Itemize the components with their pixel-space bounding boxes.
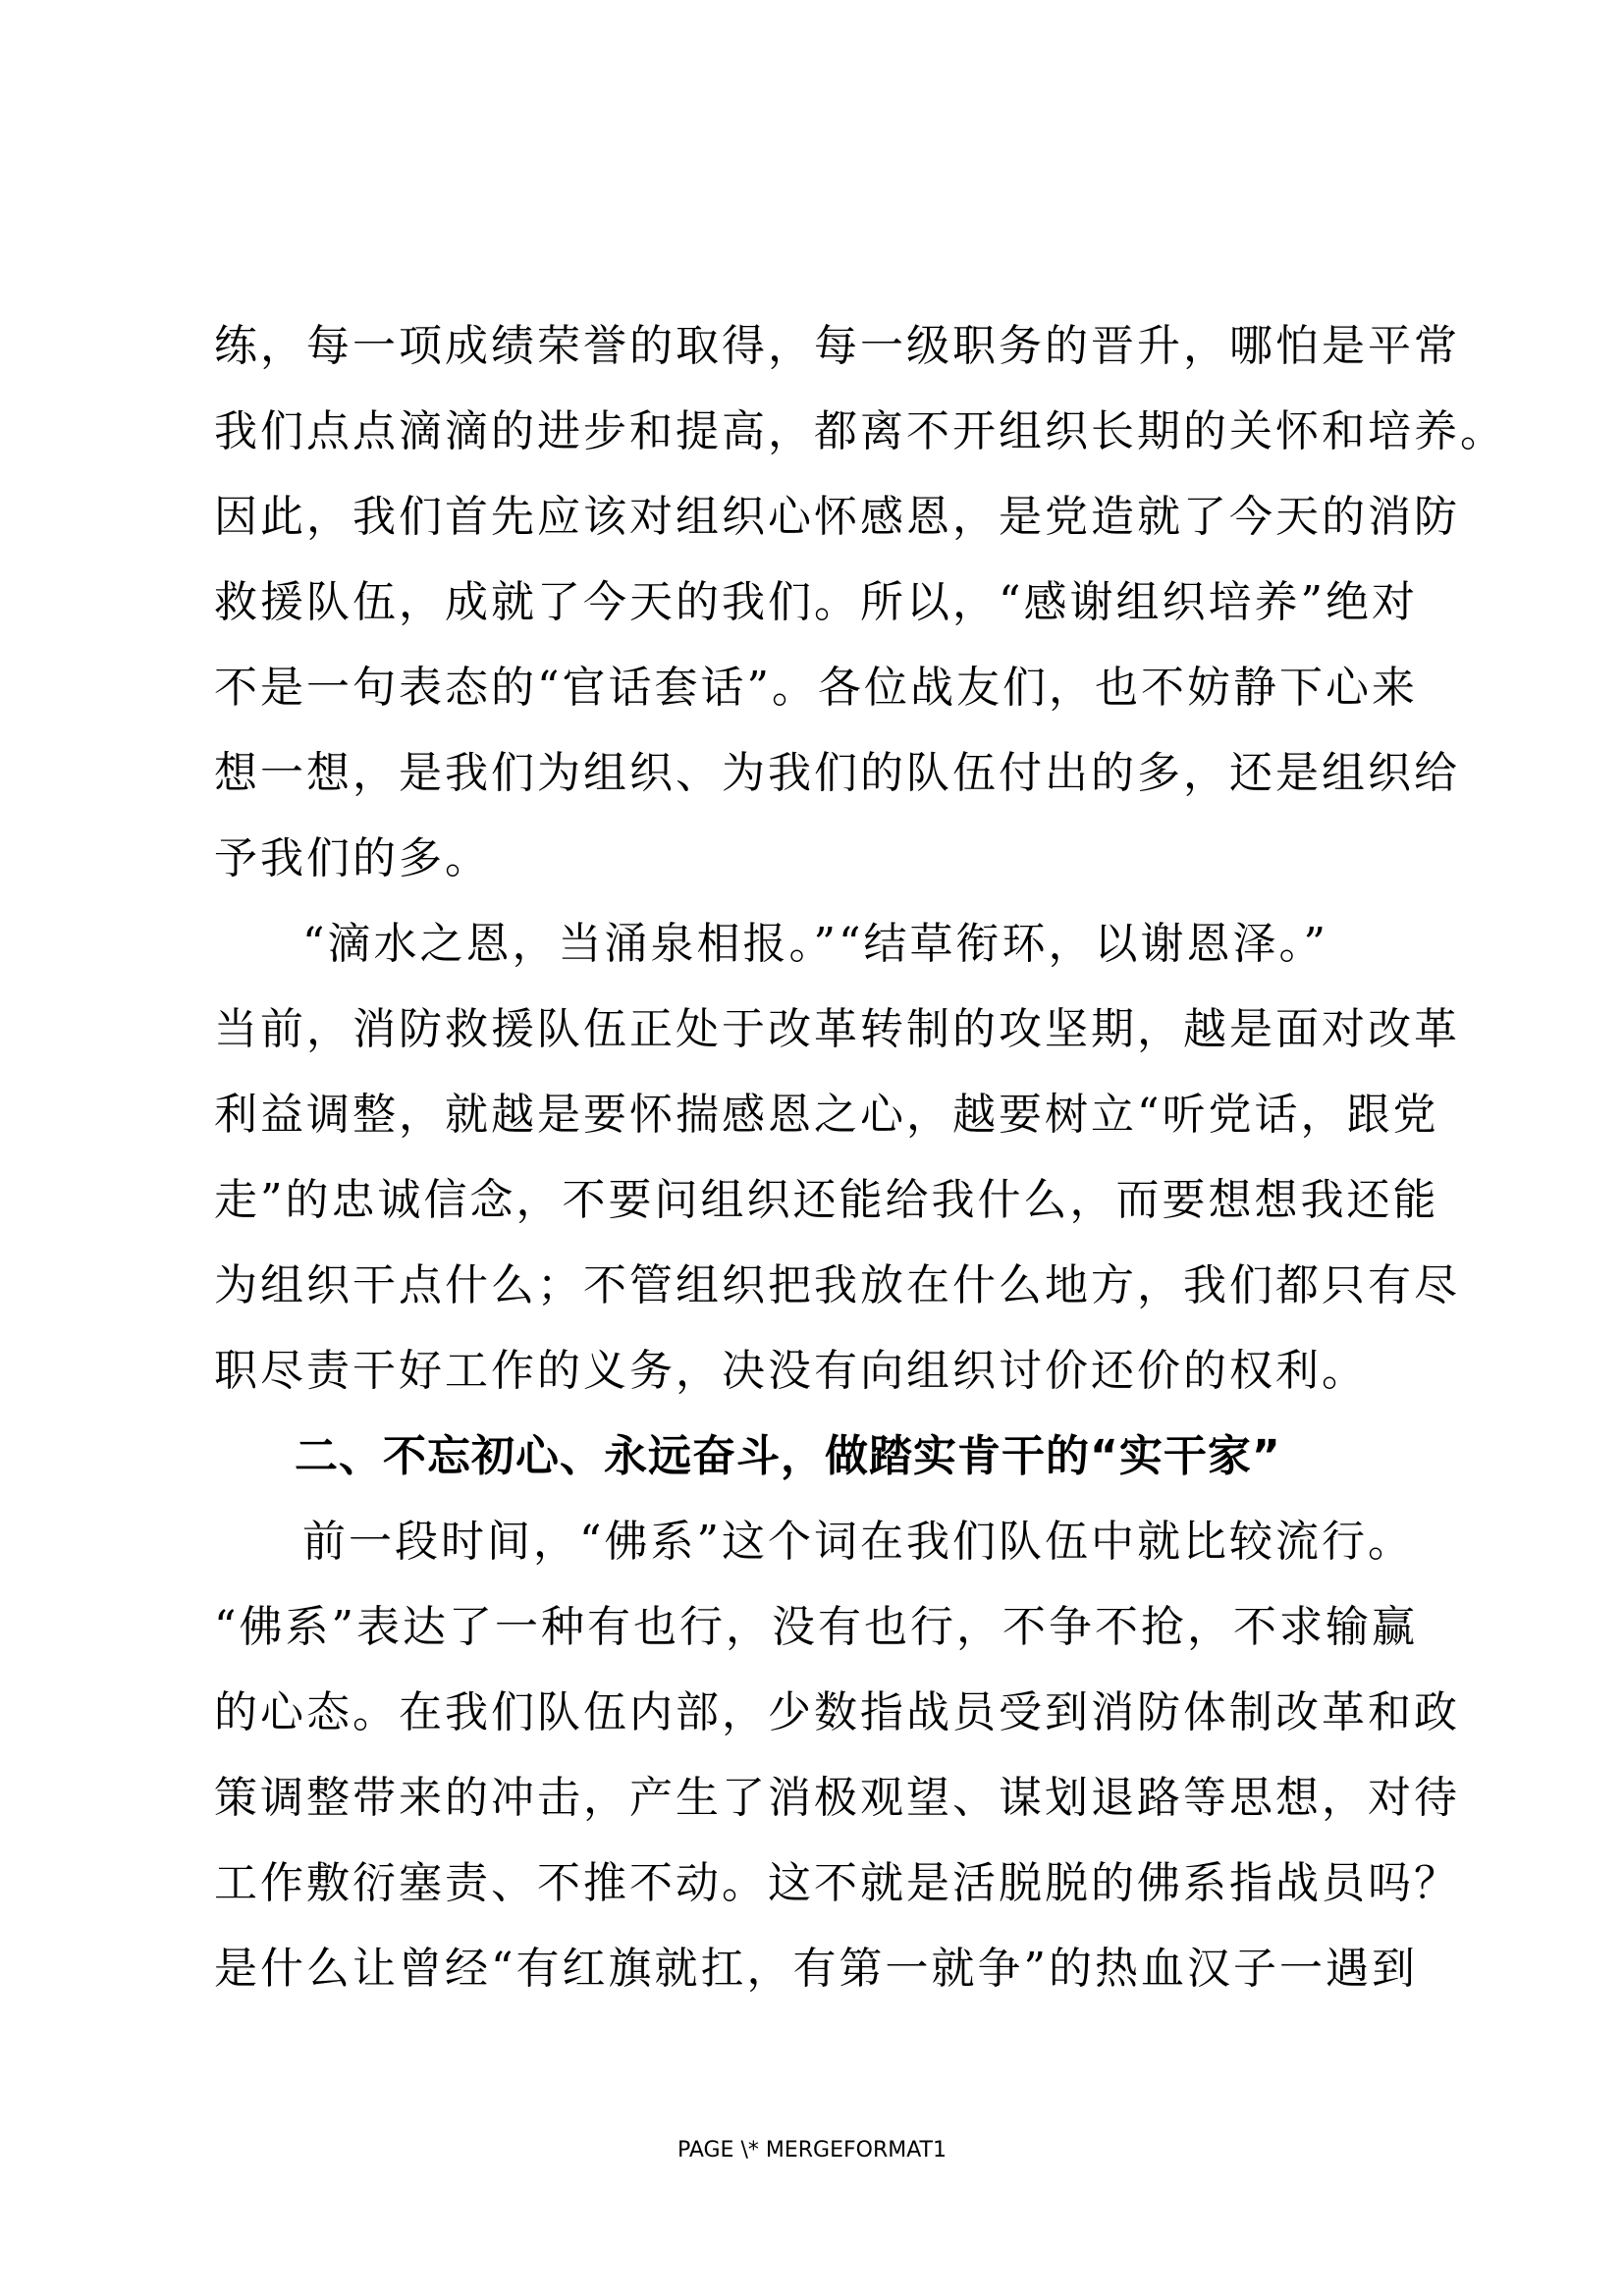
paragraph-line: 因此，我们首先应该对组织心怀感恩，是党造就了今天的消防 [214,492,1460,542]
paragraph-line: 为组织干点什么；不管组织把我放在什么地方，我们都只有尽 [214,1260,1460,1310]
paragraph-line: 的心态。在我们队伍内部，少数指战员受到消防体制改革和政 [214,1687,1460,1737]
paragraph-line: 想一想，是我们为组织、为我们的队伍付出的多，还是组织给 [214,748,1460,798]
paragraph-line: 是什么让曾经“有红旗就扛，有第一就争”的热血汉子一遇到 [214,1944,1418,1994]
paragraph-line: 前一段时间，“佛系”这个词在我们队伍中就比较流行。 [302,1517,1414,1567]
paragraph-line: “佛系”表达了一种有也行，没有也行，不争不抢，不求输赢 [214,1602,1418,1652]
paragraph-line: 我们点点滴滴的进步和提高，都离不开组织长期的关怀和培养。 [214,406,1506,456]
paragraph-line: 予我们的多。 [214,833,491,883]
section-heading: 二、不忘初心、永远奋斗，做踏实肯干的“实干家” [295,1431,1281,1481]
paragraph-line: 当前，消防救援队伍正处于改革转制的攻坚期，越是面对改革 [214,1004,1460,1054]
paragraph-line: “滴水之恩，当涌泉相报。”“结草衔环，以谢恩泽。” [302,919,1328,969]
paragraph-line: 练，每一项成绩荣誉的取得，每一级职务的晋升，哪怕是平常 [214,321,1460,371]
page-footer: PAGE \* MERGEFORMAT1 [677,2138,947,2163]
paragraph-line: 利益调整，就越是要怀揣感恩之心，越要树立“听党话，跟党 [214,1090,1439,1140]
paragraph-line: 救援队伍，成就了今天的我们。所以，“感谢组织培养”绝对 [214,577,1418,627]
paragraph-line: 不是一句表态的“官话套话”。各位战友们，也不妨静下心来 [214,663,1418,713]
paragraph-line: 策调整带来的冲击，产生了消极观望、谋划退路等思想，对待 [214,1773,1460,1823]
paragraph-line: 职尽责干好工作的义务，决没有向组织讨价还价的权利。 [214,1346,1368,1396]
paragraph-line: 工作敷衍塞责、不推不动。这不就是活脱脱的佛系指战员吗？ [214,1858,1460,1908]
paragraph-line: 走”的忠诚信念，不要问组织还能给我什么，而要想想我还能 [214,1175,1439,1225]
